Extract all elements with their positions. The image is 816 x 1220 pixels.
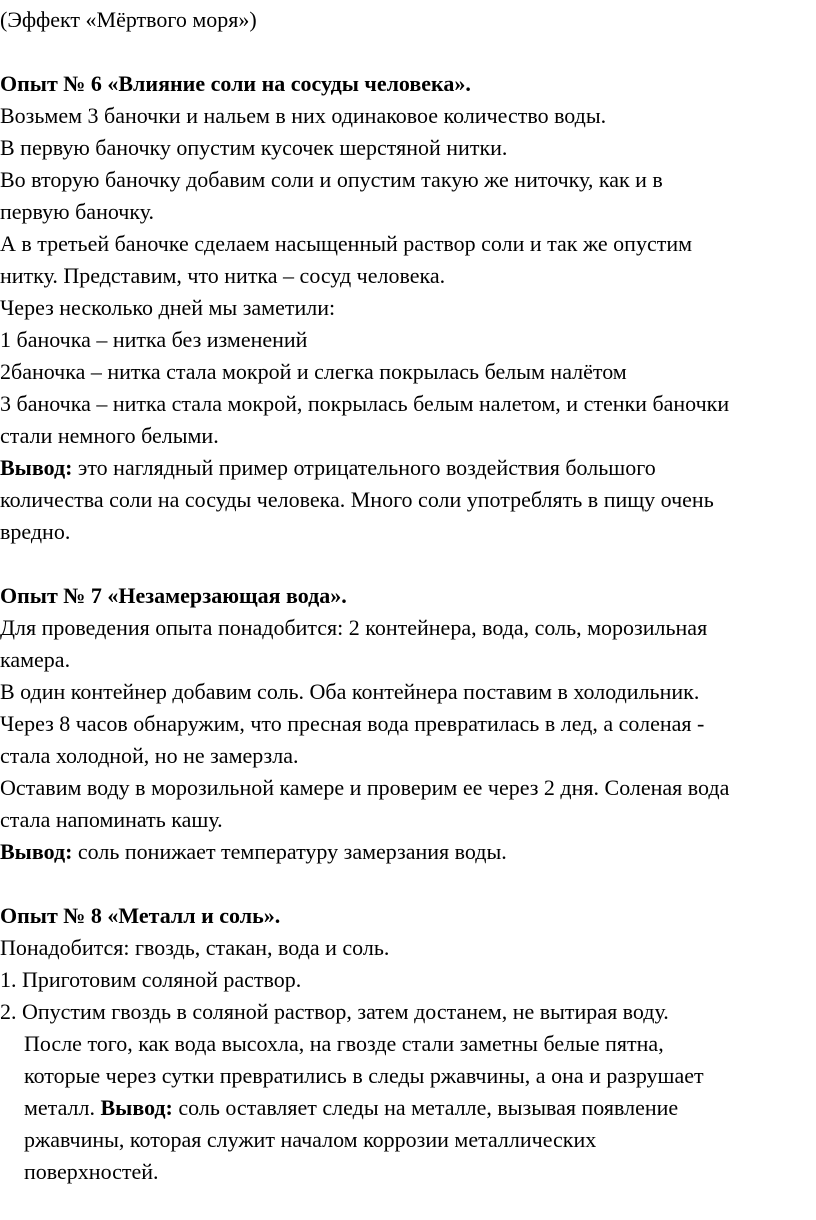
exp7-line: камера. [0, 647, 71, 672]
exp7-line: стала напоминать кашу. [0, 807, 223, 832]
exp6-line: Возьмем 3 баночки и нальем в них одинаковое количество воды. [0, 103, 607, 128]
exp8-title: Опыт № 8 «Металл и соль». [0, 903, 281, 928]
conclusion-label: Вывод: [100, 1095, 173, 1120]
exp6-conclusion-line: количества соли на сосуды человека. Много соли употреблять в пищу очень [0, 487, 714, 512]
exp6-line: 2баночка – нитка стала мокрой и слегка покрылась белым налётом [0, 359, 627, 384]
exp6-line: 1 баночка – нитка без изменений [0, 327, 308, 352]
exp6-line: Во вторую баночку добавим соли и опустим такую же ниточку, как и в [0, 167, 663, 192]
exp8-step-2-line: После того, как вода высохла, на гвозде стали заметны белые пятна, [24, 1031, 664, 1056]
exp8-conclusion [24, 1092, 678, 1124]
conclusion-label: Вывод: [0, 455, 73, 480]
exp7-line: В один контейнер добавим соль. Оба контейнера поставим в холодильник. [0, 679, 700, 704]
exp6-line: 3 баночка – нитка стала мокрой, покрылась белым налетом, и стенки баночки [0, 391, 730, 416]
exp8-step-2-line: которые через сутки превратились в следы ржавчины, а она и разрушает [24, 1063, 704, 1088]
exp7-line: Оставим воду в морозильной камере и проверим ее через 2 дня. Соленая вода [0, 775, 730, 800]
exp8-step-2-pre: металл. [24, 1095, 101, 1120]
conclusion-label: Вывод: [0, 839, 73, 864]
exp6-conclusion [0, 452, 656, 484]
exp7-title: Опыт № 7 «Незамерзающая вода». [0, 583, 347, 608]
exp6-line: первую баночку. [0, 199, 155, 224]
conclusion-text: соль понижает температуру замерзания воды. [72, 839, 507, 864]
exp6-line: Через несколько дней мы заметили: [0, 295, 336, 320]
exp8-step-2: 2. Опустим гвоздь в соляной раствор, затем достанем, не вытирая воду. [0, 999, 669, 1024]
exp8-intro: Понадобится: гвоздь, стакан, вода и соль. [0, 935, 390, 960]
exp6-line: А в третьей баночке сделаем насыщенный раствор соли и так же опустим [0, 231, 693, 256]
conclusion-text: это наглядный пример отрицательного воздействия большого [72, 455, 656, 480]
intro-line: (Эффект «Мёртвого моря») [0, 7, 257, 32]
exp7-line: Для проведения опыта понадобится: 2 контейнера, вода, соль, морозильная [0, 615, 708, 640]
exp6-line: стали немного белыми. [0, 423, 219, 448]
exp7-line: Через 8 часов обнаружим, что пресная вода превратилась в лед, а соленая - [0, 711, 705, 736]
exp8-conclusion-line: поверхностей. [24, 1159, 159, 1184]
exp6-line: нитку. Представим, что нитка – сосуд человека. [0, 263, 446, 288]
exp6-title: Опыт № 6 «Влияние соли на сосуды человека». [0, 71, 471, 96]
exp8-conclusion-line: ржавчины, которая служит началом коррозии металлических [24, 1127, 597, 1152]
exp8-step-1: 1. Приготовим соляной раствор. [0, 967, 302, 992]
exp6-conclusion-line: вредно. [0, 519, 71, 544]
exp7-conclusion [0, 836, 507, 868]
conclusion-text: соль оставляет следы на металле, вызывая появление [172, 1095, 679, 1120]
exp7-line: стала холодной, но не замерзла. [0, 743, 299, 768]
exp6-line: В первую баночку опустим кусочек шерстяной нитки. [0, 135, 508, 160]
